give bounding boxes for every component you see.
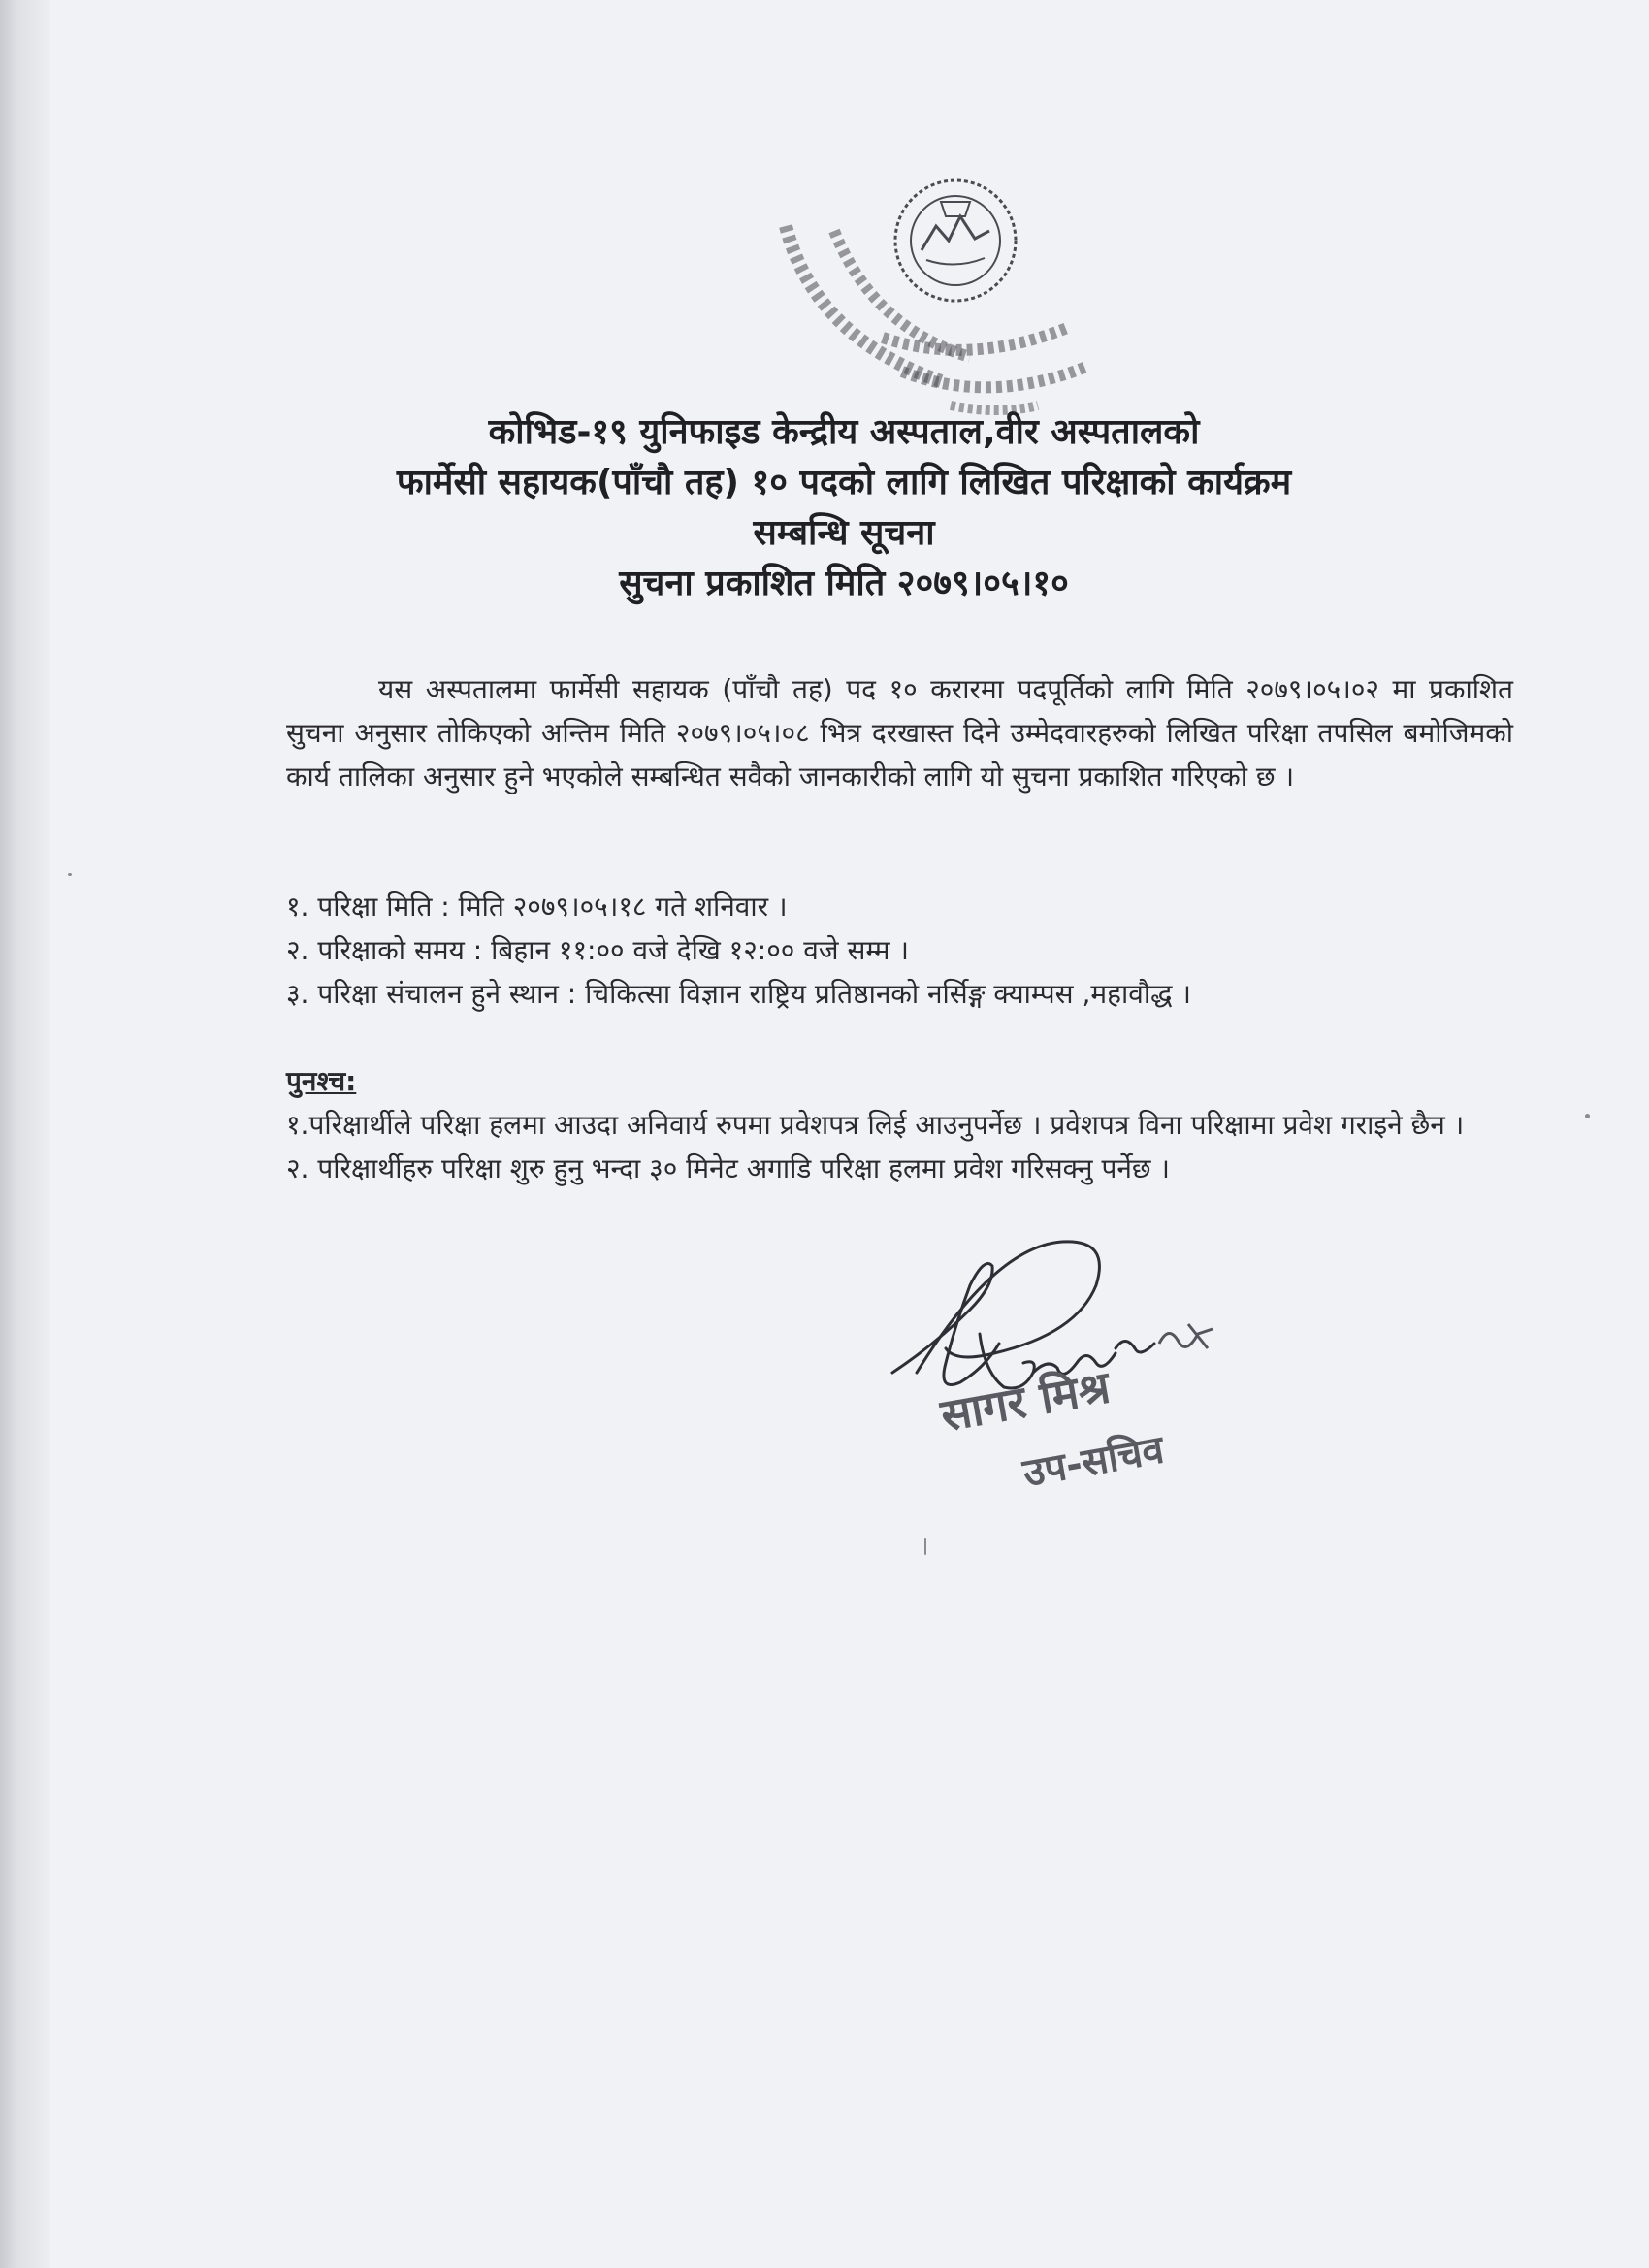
postscript-item: १.परिक्षार्थीले परिक्षा हलमा आउदा अनिवार्य रुपमा प्रवेशपत्र लिई आउनुपर्नेछ । प्रवेशपत्र विना परिक्षामा प्रवेश गराइने छैन । [286, 1109, 1465, 1141]
title-line-3: सम्बन्धि सूचना [753, 513, 935, 553]
government-seal [776, 173, 1116, 415]
exam-date-item: १. परिक्षा मिति : मिति २०७९।०५।१८ गते शनिवार । [286, 891, 788, 923]
publish-date-line: सुचना प्रकाशित मिति २०७९।०५।१० [619, 564, 1069, 603]
postscript-heading: पुनश्च: [286, 1065, 357, 1097]
signatory-name-stamp: सागर मिश्र [936, 1360, 1115, 1442]
exam-venue-item: ३. परिक्षा संचालन हुने स्थान : चिकित्सा विज्ञान राष्ट्रिय प्रतिष्ठानको नर्सिङ्ग क्याम्पस ,महावौद्ध । [286, 978, 1191, 1010]
exam-time-item: २. परिक्षाको समय : बिहान ११:०० वजे देखि १२:०० वजे सम्म । [286, 934, 910, 966]
signatory-title-stamp: उप-सचिव [1019, 1427, 1168, 1497]
scan-edge-shadow [0, 0, 50, 2268]
scan-speck [924, 1538, 926, 1555]
title-line-1: कोभिड-१९ युनिफाइड केन्द्रीय अस्पताल,वीर अस्पतालको [488, 412, 1200, 452]
postscript-item: २. परिक्षार्थीहरु परिक्षा शुरु हुनु भन्दा ३० मिनेट अगाडि परिक्षा हलमा प्रवेश गरिसक्नु पर्नेछ । [286, 1152, 1171, 1184]
scan-speck [1585, 1114, 1590, 1118]
scan-speck [68, 873, 72, 876]
exam-details-list [286, 885, 1513, 1016]
notice-title-block [242, 407, 1445, 609]
postscript-list [286, 1103, 1513, 1190]
notice-paragraph: यस अस्पतालमा फार्मेसी सहायक (पाँचौ तह) पद १० करारमा पदपूर्तिको लागि मिति २०७९।०५।०२ मा प्रकाशित सुचना अनुसार तोकिएको अन्तिम मिति २०७९।०५।०८ भित्र दरखास्त दिने उम्मेदवारहरुको लिखित परिक्षा तपसिल बमोजिमको कार्य तालिका अनुसार हुने भएकोले सम्बन्धित सवैको जानकारीको लागि यो सुचना प्रकाशित गरिएको छ । [286, 673, 1513, 793]
title-line-2: फार्मेसी सहायक(पाँचौ तह) १० पदको लागि लिखित परिक्षाको कार्यक्रम [396, 463, 1292, 502]
